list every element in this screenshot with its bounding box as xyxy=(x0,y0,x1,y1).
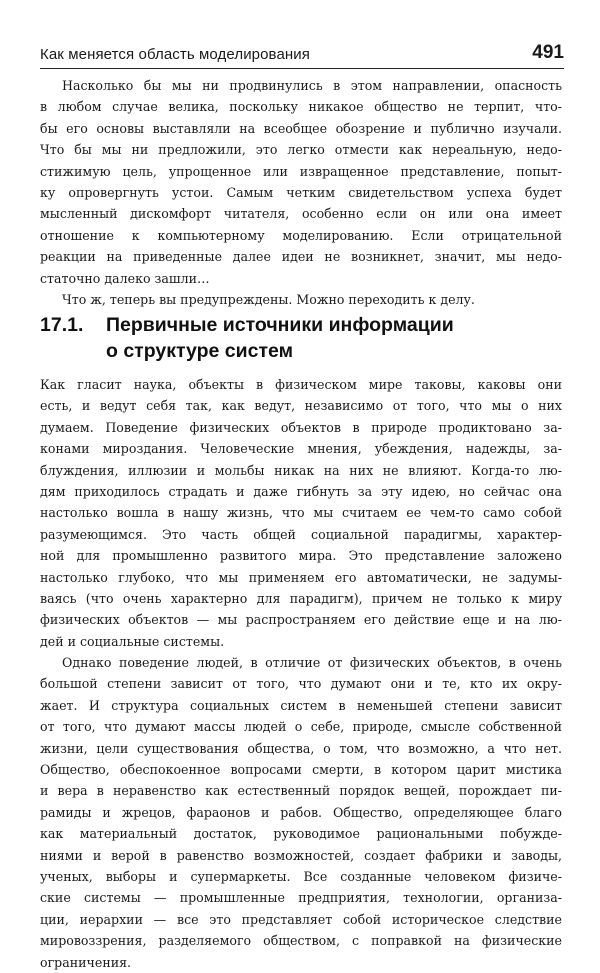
text-line: Общество, обеспокоенное вопросами смерти, в котором царит мистика xyxy=(40,762,562,778)
text-line: ку опровергнуть устои. Самым четким свидетельством успеха будет xyxy=(40,185,562,201)
text-line: ские системы — промышленные предприятия, технологии, организа- xyxy=(40,890,562,906)
text-line: настолько глубоко, что мы применяем его автоматически, не задумы- xyxy=(40,569,562,585)
text-line: стижимую цель, упрощенное или извращенное представление, попыт- xyxy=(40,163,562,179)
text-line: Насколько бы мы ни продвинулись в этом направлении, опасность xyxy=(62,78,562,93)
text-line: Однако поведение людей, в отличие от физических объектов, в очень xyxy=(62,655,562,670)
text-line: в любом случае велика, поскольку никакое общество не терпит, что- xyxy=(40,99,562,115)
paragraph-2 xyxy=(40,652,562,973)
text-line: отношение к компьютерному моделированию. Если отрицательной xyxy=(40,227,562,243)
paragraph-1 xyxy=(40,374,562,652)
section-heading xyxy=(40,312,560,364)
text-line: настолько вошла в нашу жизнь, что мы считаем ее чем-то само собой xyxy=(40,505,562,521)
text-line: конами мироздания. Человеческие мнения, убеждения, надежды, за- xyxy=(40,441,562,457)
text-line: Что бы мы ни предложили, это легко отмести как нереальную, недо- xyxy=(40,142,562,158)
text-line: ваясь (что очень характерно для парадигм), причем не только к миру xyxy=(40,591,562,607)
text-line: ниями и верой в равенство возможностей, создает фабрики и заводы, xyxy=(40,847,562,863)
text-line: физических объектов — мы распространяем его действие еще и на лю- xyxy=(40,612,562,628)
section-number: 17.1. xyxy=(40,314,84,336)
text-line: есть, и ведут себя так, как ведут, независимо от того, что мы о них xyxy=(40,398,562,414)
text-line: и вера в неравенство как естественный порядок вещей, порождает пи- xyxy=(40,783,562,799)
text-line: мировоззрения, разделяемого обществом, с поправкой на физические xyxy=(40,933,562,949)
text-line: реакции на приведенные далее идеи не возникнет, значит, мы недо- xyxy=(40,249,562,265)
text-line: разумеющимся. Это часть общей социальной парадигмы, характер- xyxy=(40,526,562,542)
section-title-line-2: о структуре систем xyxy=(106,340,294,362)
text-line: ции, иерархии — все это представляет собой историческое следствие xyxy=(40,911,562,927)
text-line: думаем. Поведение физических объектов в природе продиктовано за- xyxy=(40,419,562,435)
text-line: большой степени зависит от того, что думают они и те, кто их окру- xyxy=(40,676,562,692)
text-line: блуждения, иллюзии и мольбы никак на них не влияют. Когда-то лю- xyxy=(40,462,562,478)
page-number: 491 xyxy=(532,42,564,63)
text-line: жает. И структура социальных систем в неменьшей степени зависит xyxy=(40,697,562,713)
text-line: ной для промышленно развитого мира. Это представление заложено xyxy=(40,548,562,564)
text-line: ограничения. xyxy=(40,954,132,970)
text-line: рамиды и жрецов, фараонов и рабов. Общество, определяющее благо xyxy=(40,804,562,820)
text-line: Как гласит наука, объекты в физическом мире таковы, каковы они xyxy=(40,377,562,392)
text-line: дям приходилось страдать и даже гибнуть за эту идею, но сейчас она xyxy=(40,484,562,500)
text-line: как материальный достаток, руководимое рациональными побужде- xyxy=(40,826,562,842)
running-title: Как меняется область моделирования xyxy=(40,46,310,63)
text-line: Что ж, теперь вы предупреждены. Можно переходить к делу. xyxy=(62,292,475,308)
text-line: дей и социальные системы. xyxy=(40,633,225,649)
text-line: мысленный дискомфорт читателя, особенно если он или она имеет xyxy=(40,206,562,222)
running-header xyxy=(40,38,564,69)
intro-paragraph xyxy=(40,75,562,310)
text-line: бы его основы выставляли на всеобщее обозрение и публично изучали. xyxy=(40,120,562,136)
section-title-line-1: Первичные источники информации xyxy=(106,314,454,336)
text-line: статочно далеко зашли… xyxy=(40,270,210,286)
text-line: жизни, цели существования общества, о том, что возможно, а что нет. xyxy=(40,740,562,756)
text-line: от того, что думают массы людей о себе, природе, смысле собственной xyxy=(40,719,562,735)
text-line: ученых, выборы и супермаркеты. Все созданные человеком физиче- xyxy=(40,869,562,885)
